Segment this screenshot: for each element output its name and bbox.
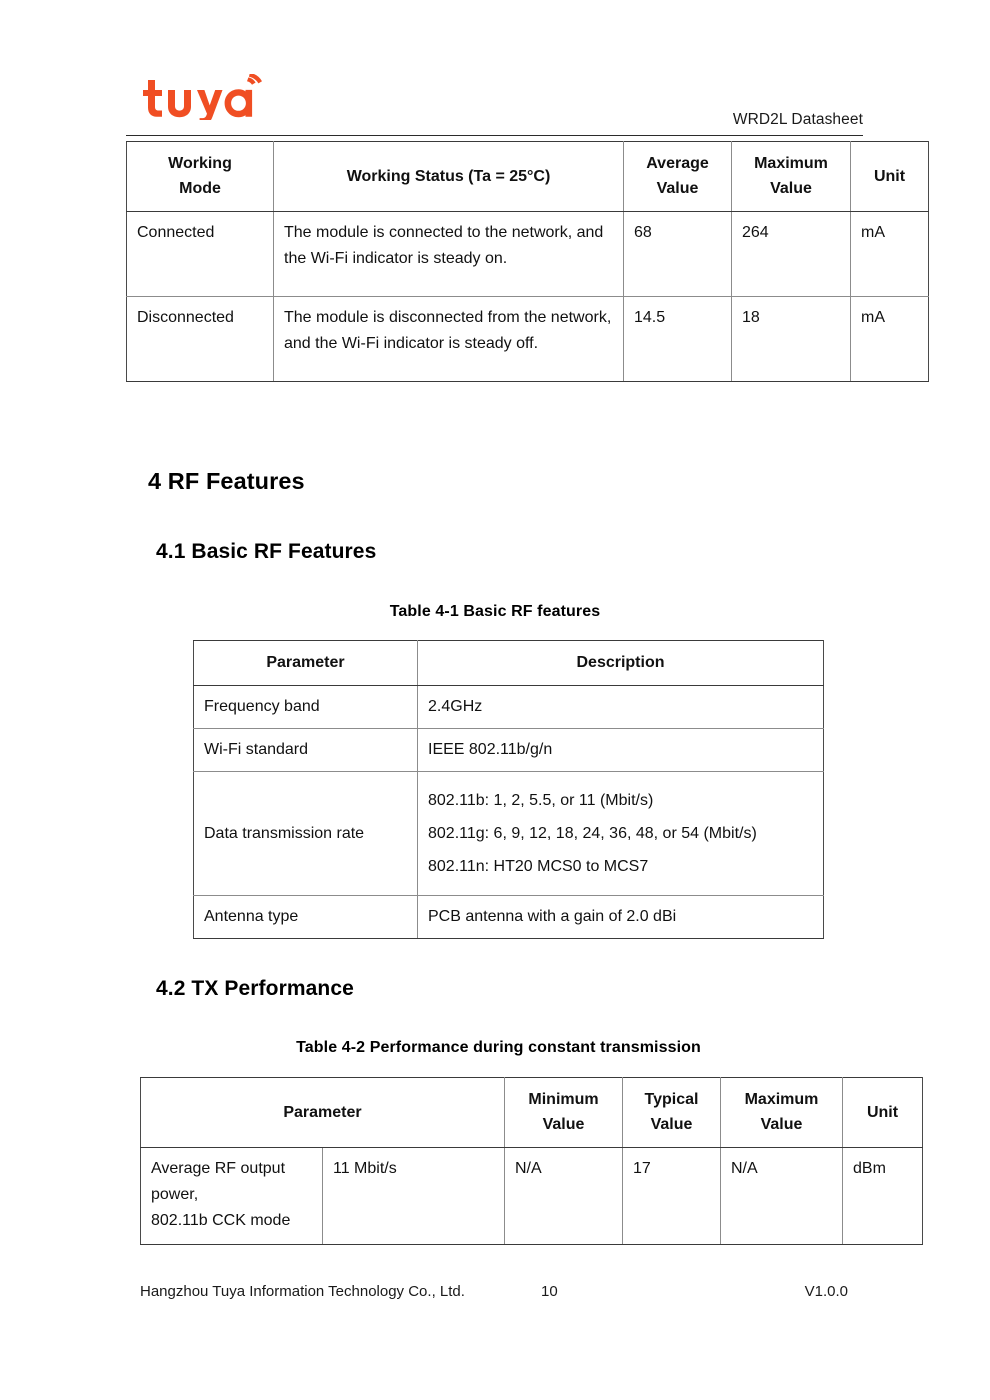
column-header-maximum-value (732, 142, 851, 212)
heading-rf-features: 4 RF Features (148, 468, 305, 494)
cell-maximum-value: 18 (732, 297, 851, 382)
header-line: Value (770, 180, 812, 197)
column-header-typical-value (623, 1078, 721, 1148)
cell-parameter: Data transmission rate (194, 772, 418, 896)
header-document-title: WRD2L Datasheet (732, 111, 863, 128)
cell-maximum-value: N/A (721, 1148, 843, 1245)
footer-company-name: Hangzhou Tuya Information Technology Co., Ltd. (140, 1283, 465, 1300)
cell-parameter: Antenna type (194, 896, 418, 939)
header-line: Maximum (744, 1091, 819, 1108)
column-header-unit: Unit (843, 1078, 923, 1148)
parameter-line: 802.11b CCK mode (151, 1212, 291, 1229)
description-line: 802.11n: HT20 MCS0 to MCS7 (428, 858, 649, 875)
cell-average-value: 68 (624, 212, 732, 297)
header-line: Average (646, 155, 709, 172)
cell-description: PCB antenna with a gain of 2.0 dBi (418, 896, 824, 939)
page-header (126, 70, 863, 136)
column-header-average-value (624, 142, 732, 212)
cell-description: 2.4GHz (418, 686, 824, 729)
cell-working-mode: Disconnected (127, 297, 274, 382)
cell-unit: mA (851, 297, 929, 382)
caption-table-4-2: Table 4-2 Performance during constant transmission (296, 1039, 701, 1056)
caption-table-4-1: Table 4-1 Basic RF features (389, 603, 601, 620)
cell-unit: mA (851, 212, 929, 297)
column-header-parameter: Parameter (141, 1078, 505, 1148)
cell-description: IEEE 802.11b/g/n (418, 729, 824, 772)
cell-minimum-value: N/A (505, 1148, 623, 1245)
parameter-line: Average RF output power, (151, 1160, 286, 1203)
power-consumption-table (126, 141, 929, 382)
header-line: Value (760, 1116, 803, 1133)
cell-maximum-value: 264 (732, 212, 851, 297)
cell-working-mode: Connected (127, 212, 274, 297)
table-row (127, 212, 929, 297)
table-row (194, 686, 824, 729)
header-line: Minimum (528, 1091, 599, 1108)
heading-basic-rf-features: 4.1 Basic RF Features (156, 540, 377, 563)
basic-rf-features-table (193, 640, 824, 939)
column-header-parameter: Parameter (194, 641, 418, 686)
table-row (141, 1148, 923, 1245)
table-row (194, 896, 824, 939)
header-line: Value (542, 1116, 585, 1133)
page-footer (140, 1283, 857, 1307)
column-header-working-status: Working Status (Ta = 25°C) (274, 142, 624, 212)
header-line: Working (168, 155, 232, 172)
cell-average-value: 14.5 (624, 297, 732, 382)
header-divider (126, 135, 863, 136)
table-header-row (127, 142, 929, 212)
description-line: 802.11g: 6, 9, 12, 18, 24, 36, 48, or 54 (Mbit/s) (428, 825, 757, 842)
cell-working-status: The module is connected to the network, and the Wi-Fi indicator is steady on. (274, 212, 624, 297)
cell-parameter: Frequency band (194, 686, 418, 729)
cell-typical-value: 17 (623, 1148, 721, 1245)
header-line: Value (656, 180, 699, 197)
column-header-minimum-value (505, 1078, 623, 1148)
cell-description (418, 772, 824, 896)
header-line: Mode (179, 180, 221, 197)
tuya-logo (142, 74, 262, 120)
cell-parameter: Wi-Fi standard (194, 729, 418, 772)
footer-version: V1.0.0 (804, 1283, 848, 1300)
cell-unit: dBm (843, 1148, 923, 1245)
cell-working-status: The module is disconnected from the network, and the Wi-Fi indicator is steady off. (274, 297, 624, 382)
description-line: 802.11b: 1, 2, 5.5, or 11 (Mbit/s) (428, 792, 654, 809)
table-header-row (141, 1078, 923, 1148)
table-row (194, 772, 824, 896)
table-row (194, 729, 824, 772)
footer-page-number: 10 (541, 1283, 558, 1300)
column-header-unit: Unit (851, 142, 929, 212)
column-header-description: Description (418, 641, 824, 686)
table-row (127, 297, 929, 382)
cell-parameter (141, 1148, 323, 1245)
header-line: Typical (644, 1091, 699, 1108)
column-header-maximum-value (721, 1078, 843, 1148)
header-line: Value (650, 1116, 693, 1133)
table-header-row (194, 641, 824, 686)
tx-performance-table (140, 1077, 923, 1245)
header-line: Maximum (754, 155, 828, 172)
heading-tx-performance: 4.2 TX Performance (156, 977, 354, 1000)
column-header-working-mode (127, 142, 274, 212)
cell-data-rate: 11 Mbit/s (323, 1148, 505, 1245)
